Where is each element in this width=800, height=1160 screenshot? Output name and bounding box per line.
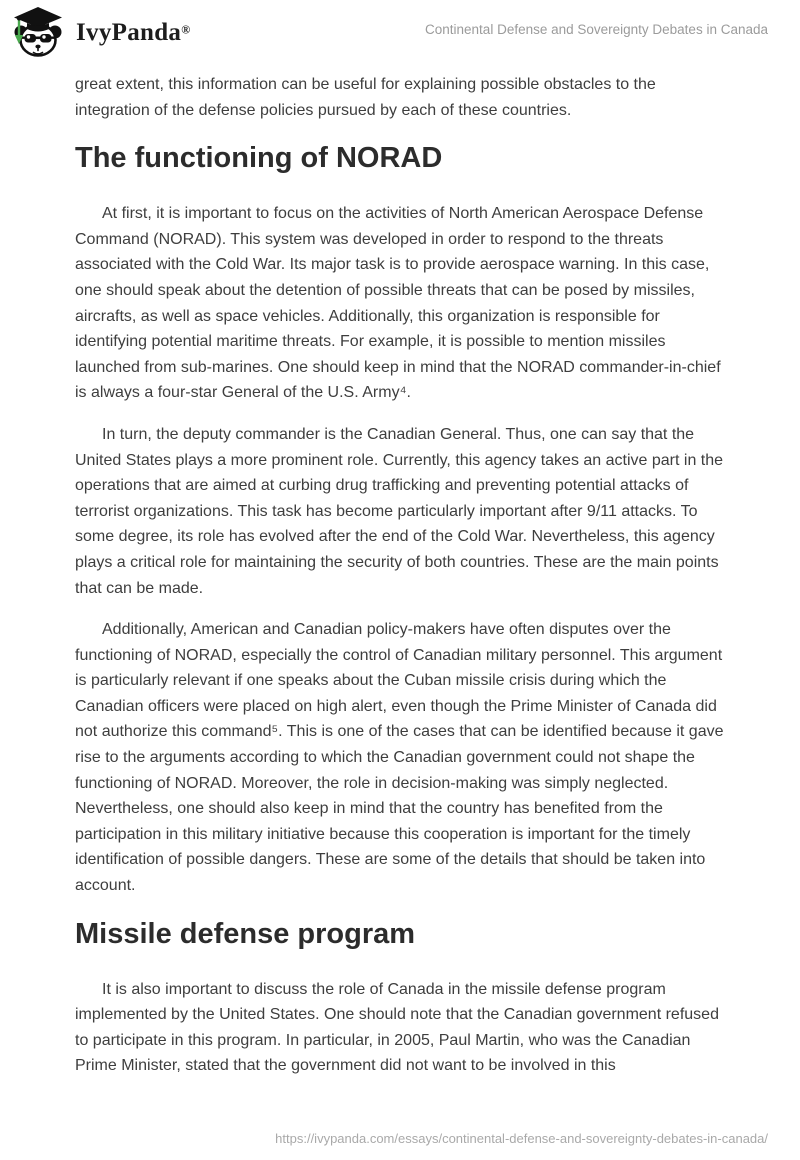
essay-body <box>75 72 727 1079</box>
paragraph-intro-continuation: great extent, this information can be useful for explaining possible obstacles to the integration of the defense policies pursued by each of these countries. <box>75 76 656 119</box>
logo-wordmark <box>76 19 190 47</box>
ivypanda-logo <box>12 6 190 60</box>
paragraph: At first, it is important to focus on the activities of North American Aerospace Defense Command (NORAD). This system was developed in order to respond to the threats associated with the Cold War. Its major task is to provide aerospace warning. In this case, one should speak about the detention of possible threats that can be posed by missiles, aircrafts, as well as space vehicles. Additionally, this organization is responsible for identifying potential maritime threats. For example, it is possible to mention missiles launched from sub-marines. One should keep in mind that the NORAD commander-in-chief is always a four-star General of the U.S. Army⁴. <box>75 205 721 402</box>
section-heading-missile-defense: Missile defense program <box>75 917 416 950</box>
page-footer-url: https://ivypanda.com/essays/continental-defense-and-sovereignty-debates-in-canada/ <box>275 1131 768 1146</box>
document-title: Continental Defense and Sovereignty Debates in Canada <box>425 21 768 37</box>
section-heading-norad: The functioning of NORAD <box>75 142 443 175</box>
paragraph: Additionally, American and Canadian policy-makers have often disputes over the functioning of NORAD, especially the control of Canadian military personnel. This argument is particularly relevant if one speaks about the Cuban missile crisis during which the Canadian officers were placed on high alert, even though the Prime Minister of Canada did not authorize this command⁵. This is one of the cases that can be identified because it gave rise to the arguments according to which the Canadian government could not shape the functioning of NORAD. Moreover, the role in decision-making was simply neglected. Nevertheless, one should also keep in mind that the country has benefited from the participation in this military initiative because this cooperation is important for the timely identification of possible dangers. These are some of the details that should be taken into account. <box>75 621 724 895</box>
registered-trademark-symbol: ® <box>181 22 191 37</box>
logo-text: IvyPanda <box>76 19 182 46</box>
page-header <box>0 0 800 60</box>
paragraph: It is also important to discuss the role of Canada in the missile defense program implemented by the United States. One should note that the Canadian government refused to participate in this program. In particular, in 2005, Paul Martin, who was the Canadian Prime Minister, stated that the government did not want to be involved in this <box>75 980 719 1075</box>
paragraph: In turn, the deputy commander is the Canadian General. Thus, one can say that the United States plays a more prominent role. Currently, this agency takes an active part in the operations that are aimed at curbing drug trafficking and preventing potential attacks of terrorist organizations. This task has become particularly important after 9/11 attacks. To some degree, its role has evolved after the end of the Cold War. Nevertheless, this agency plays a critical role for maintaining the security of both countries. These are the main points that can be made. <box>75 425 724 597</box>
ivypanda-panda-icon <box>12 6 64 60</box>
